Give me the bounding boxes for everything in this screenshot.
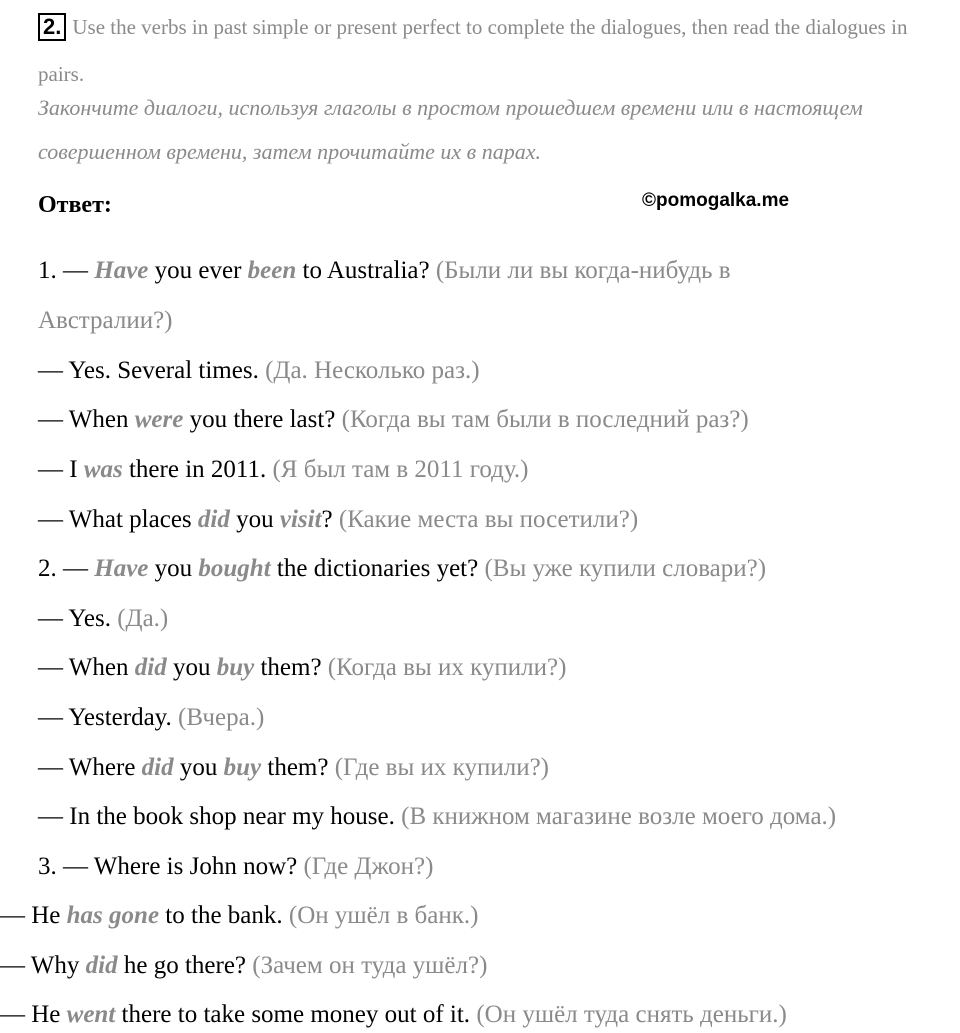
dialogue-text: there to take some money out of it.: [115, 1001, 477, 1028]
dialogue-line: [38, 653, 566, 683]
task-number: 2.: [38, 13, 66, 41]
translation: (Зачем он туда ушёл?): [252, 952, 488, 979]
dialogue-text: 2. —: [38, 555, 95, 582]
dialogue-text: you: [148, 555, 199, 582]
task-instruction: [38, 4, 948, 98]
dialogue-line: [38, 703, 264, 733]
answer-verb: buy: [223, 754, 262, 781]
answer-verb: bought: [198, 555, 271, 582]
instruction-russian: Закончите диалоги, используя глаголы в простом прошедшем времени или в настоящем совершенном времени, затем прочитайте их в парах.: [38, 95, 863, 164]
dialogue-line: [0, 951, 487, 981]
dialogue-text: you: [229, 506, 280, 533]
watermark: ©pomogalka.me: [642, 190, 790, 211]
dialogue-line: [38, 256, 731, 286]
dialogue-text: — Where: [38, 754, 142, 781]
translation: (Где вы их купили?): [334, 754, 549, 781]
translation: (В книжном магазине возле моего дома.): [401, 803, 837, 830]
dialogue-text: you there last?: [183, 406, 342, 433]
translation: (Какие места вы посетили?): [338, 506, 639, 533]
dialogue-line: [38, 306, 173, 336]
translation: (Он ушёл в банк.): [288, 902, 479, 929]
dialogue-text: — He: [0, 902, 67, 929]
translation: (Где Джон?): [303, 853, 434, 880]
answer-verb: did: [85, 952, 118, 979]
answer-verb: Have: [94, 555, 149, 582]
dialogue-text: — In the book shop near my house.: [38, 803, 402, 830]
translation: (Когда вы там были в последний раз?): [341, 406, 749, 433]
dialogue-text: you ever: [148, 257, 248, 284]
answer-verb: were: [134, 406, 184, 433]
dialogue-text: — When: [38, 654, 135, 681]
dialogue-text: you: [166, 654, 217, 681]
translation: (Были ли вы когда-нибудь в: [435, 257, 731, 284]
dialogue-text: — Yes.: [38, 605, 118, 632]
dialogue-text: ?: [321, 506, 339, 533]
translation: (Вы уже купили словари?): [484, 555, 767, 582]
answer-label: Ответ:: [38, 192, 112, 218]
dialogue-line: [38, 554, 766, 584]
answer-verb: been: [247, 257, 297, 284]
dialogue-line: [38, 604, 168, 634]
answer-verb: has gone: [66, 902, 160, 929]
translation: (Когда вы их купили?): [327, 654, 567, 681]
dialogue-text: the dictionaries yet?: [270, 555, 485, 582]
dialogue-text: — Yes. Several times.: [38, 357, 266, 384]
dialogue-text: you: [173, 754, 224, 781]
answer-verb: did: [197, 506, 230, 533]
translation: (Да. Несколько раз.): [265, 357, 480, 384]
dialogue-line: [0, 901, 478, 931]
dialogue-text: — Why: [0, 952, 86, 979]
dialogue-text: to the bank.: [159, 902, 289, 929]
dialogue-text: — He: [0, 1001, 67, 1028]
dialogue-text: — Yesterday.: [38, 704, 179, 731]
dialogue-line: [38, 505, 638, 535]
answer-verb: Have: [94, 257, 149, 284]
answer-verb: did: [141, 754, 174, 781]
dialogue-text: 3. — Where is John now?: [38, 853, 304, 880]
dialogue-line: [38, 852, 433, 882]
answer-verb: visit: [279, 506, 322, 533]
answer-verb: was: [83, 456, 123, 483]
dialogue-text: 1. —: [38, 257, 95, 284]
dialogue-line: [38, 405, 749, 435]
answer-verb: went: [66, 1001, 116, 1028]
dialogue-text: he go there?: [117, 952, 253, 979]
translation: (Да.): [117, 605, 169, 632]
translation: (Я был там в 2011 году.): [272, 456, 529, 483]
dialogue-line: [38, 753, 549, 783]
translation: (Он ушёл туда снять деньги.): [476, 1001, 787, 1028]
dialogue-text: — I: [38, 456, 84, 483]
dialogue-line: [0, 1000, 787, 1030]
dialogue-text: — What places: [38, 506, 198, 533]
answer-verb: buy: [216, 654, 255, 681]
dialogue-line: [38, 455, 528, 485]
dialogue-text: them?: [261, 754, 335, 781]
answer-verb: did: [134, 654, 167, 681]
dialogue-line: [38, 802, 836, 832]
translation: Австралии?): [38, 307, 173, 334]
dialogue-text: there in 2011.: [122, 456, 273, 483]
dialogue-text: to Australia?: [296, 257, 436, 284]
dialogue-text: them?: [254, 654, 328, 681]
translation: (Вчера.): [178, 704, 265, 731]
instruction-english: Use the verbs in past simple or present perfect to complete the dialogues, then read the dialogues in pairs.: [38, 15, 908, 86]
dialogue-text: — When: [38, 406, 135, 433]
dialogue-line: [38, 356, 480, 386]
